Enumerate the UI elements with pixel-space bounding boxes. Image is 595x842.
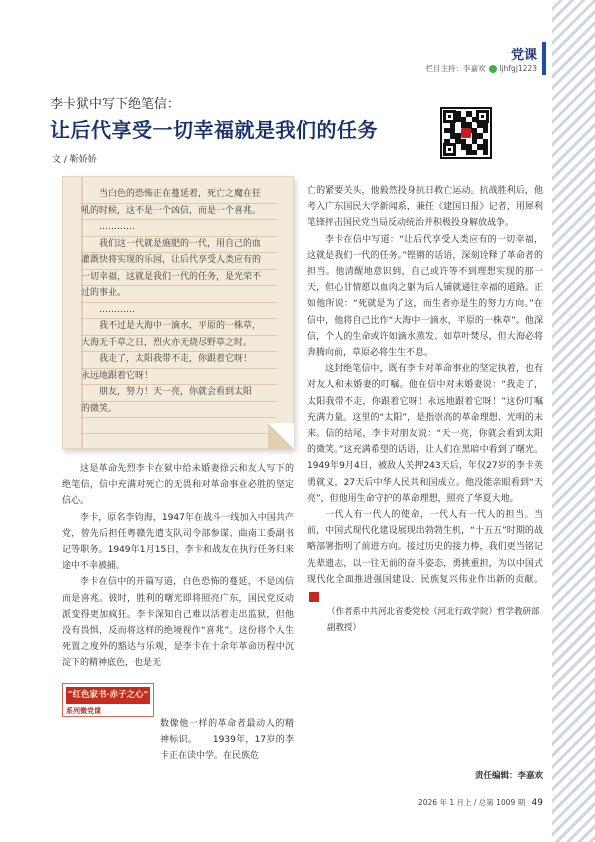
letter-line: ………… [81,303,277,320]
letter-line: 灌溉快将实现的乐园，让后代享受人类应有的 [81,253,277,270]
article-author: 文 / 靳娇娇 [52,155,97,165]
qr-code-icon[interactable] [440,107,492,159]
party-emblem-icon [461,128,471,138]
end-mark-icon: 旧 [309,592,319,602]
paragraph-text: 这封绝笔信中，既有李卡对革命事业的坚定执着，也有对友人和未婚妻的叮嘱。他在信中对未婚妻说：“我走了，太阳我带不走，你跟着它呀！永远地跟着它呀！”这份叮嘱充满力量。这里的“太阳”，是指崇高的革命理想、光明的未来。信的结尾，李卡对朋友说：“天一亮，你就会看到太阳的微笑。”这充满希望的话语，让人们在黑暗中看到了曙光。1949年9月4日，被敌人关押243天后，年仅27岁的李卡英勇就义，27天后中华人民共和国成立。他没能亲眼看到“天亮”，但他用生命守护的革命理想，照亮了华夏大地。 [307,364,543,504]
letter-card [62,176,294,449]
letter-line: 一切幸福，这就是我们一代的任务，是光荣不 [81,270,277,287]
letter-line: 吼的时候，这不是一个凶信，而是一个喜兆。 [81,204,277,221]
paragraph-text: 亡的紧要关头，他毅然投身抗日救亡运动。抗战胜利后，他考入广东国民大学新闻系，兼任《建国日报》记者，用犀利笔锋抨击国民党当局反动统治并积极投身解放战争。 [307,186,543,229]
left-column-tail [160,716,294,765]
letter-line: 我不过是大海中一滴水，平原的一株草， [81,319,277,336]
page-number: 49 [531,798,543,808]
host-wechat: ljhfgj1223 [499,64,537,73]
letter-line [81,418,277,434]
author-note: （作者系中共河北省委党校（河北行政学院）哲学教研部副教授） [327,607,540,634]
right-column [307,183,543,636]
page-curl [268,423,294,449]
column-host [426,63,538,74]
paragraph [307,183,543,232]
letter-line: ………… [81,220,277,237]
paragraph: 数像他一样的革命者最动人的精神标识。 1939年，17岁的李卡正在读中学。在民族危 [160,719,294,762]
series-badge [62,683,154,717]
letter-line: 大海无千草之日，烈火亦无烧尽野草之时。 [81,336,277,353]
issue-info: 2026 年 1 月上 / 总第 1009 期 [417,798,526,807]
paragraph [307,361,543,507]
page-footer [418,797,543,808]
section-title: 党课 [510,48,537,63]
paragraph [307,507,543,604]
wechat-icon [489,65,497,73]
letter-line: 当白色的恐怖正在蔓延着，死亡之魔在狂 [81,187,277,204]
letter-line: 朋友，努力！天一亮，你就会看到太阳 [81,385,277,402]
letter-line: 的微笑。 [81,402,277,419]
section-bar [542,42,546,75]
letter-line: 永远地跟着它呀！ [81,369,277,386]
paragraph-text: 李卡在信中写道：“让后代享受人类应有的一切幸福，这就是我们一代的任务。”铿锵的话语，深刻诠释了革命者的担当。他清醒地意识到，自己或许等不到理想实现的那一天，但心甘情愿以血肉之躯为后人铺就通往幸福的道路。正如他所说：“死就是为了这，而生者亦是生的努力方向。”在信中，他将自己比作“大海中一滴水，平原的一株草”。他深信，个人的生命或许如滴水蒸发、如草叶焚尽，但大海必将奔腾向前，草原必将生生不息。 [307,234,543,359]
decorative-stripes [552,0,595,842]
left-column [62,461,294,672]
letter-line: 我们这一代就是施肥的一代，用自己的血 [81,237,277,254]
letter-line: 我走了，太阳我带不走，你跟着它呀！ [81,352,277,369]
paragraph [307,232,543,362]
badge-title: “红色家书·赤子之心” [66,687,150,704]
paragraph: 李卡在信中的开篇写道，白色恐怖的蔓延，不是凶信而是喜兆。彼时，胜利的曙光即将照亮广东，国民党反动派变得更加疯狂。李卡深知自己难以活着走出监狱，但他没有畏惧，反而将这样的绝境视作“喜兆”。这份将个人生死置之度外的豁达与乐观，是李卡在十余年革命历程中沉淀下的精神底色，也是无 [62,577,294,669]
article-title: 让后代享受一切幸福就是我们的任务 [50,118,378,142]
badge-subtitle: 系列微党课 [66,707,101,715]
paragraph: 这是革命先烈李卡在狱中给未婚妻徐云和友人写下的绝笔信，信中充满对死亡的无畏和对革命事业必胜的坚定信心。 [62,464,294,507]
paragraph-text: 一代人有一代人的使命，一代人有一代人的担当。当前，中国式现代化建设展现出勃勃生机，“十五五”时期的战略部署指明了前进方向。接过历史的接力棒，我们更当铭记先辈遗志，以一往无前的奋斗姿态，勇挑重担，为以中国式现代化全面推进强国建设、民族复兴伟业作出新的贡献。 [307,510,543,585]
paragraph: 李卡，原名李钧海，1947年在战斗一线加入中国共产党，曾先后担任粤赣先遣支队司令部参谋、曲南工委副书记等职务。1949年1月15日，李卡和战友在执行任务归来途中不幸被捕。 [62,512,294,572]
letter-line: 过的事业。 [81,286,277,303]
host-label: 栏目主持：李嘉欢 [425,64,486,73]
article-subtitle: 李卡狱中写下绝笔信： [50,97,181,112]
responsible-editor: 责任编辑：李嘉欢 [474,771,543,781]
